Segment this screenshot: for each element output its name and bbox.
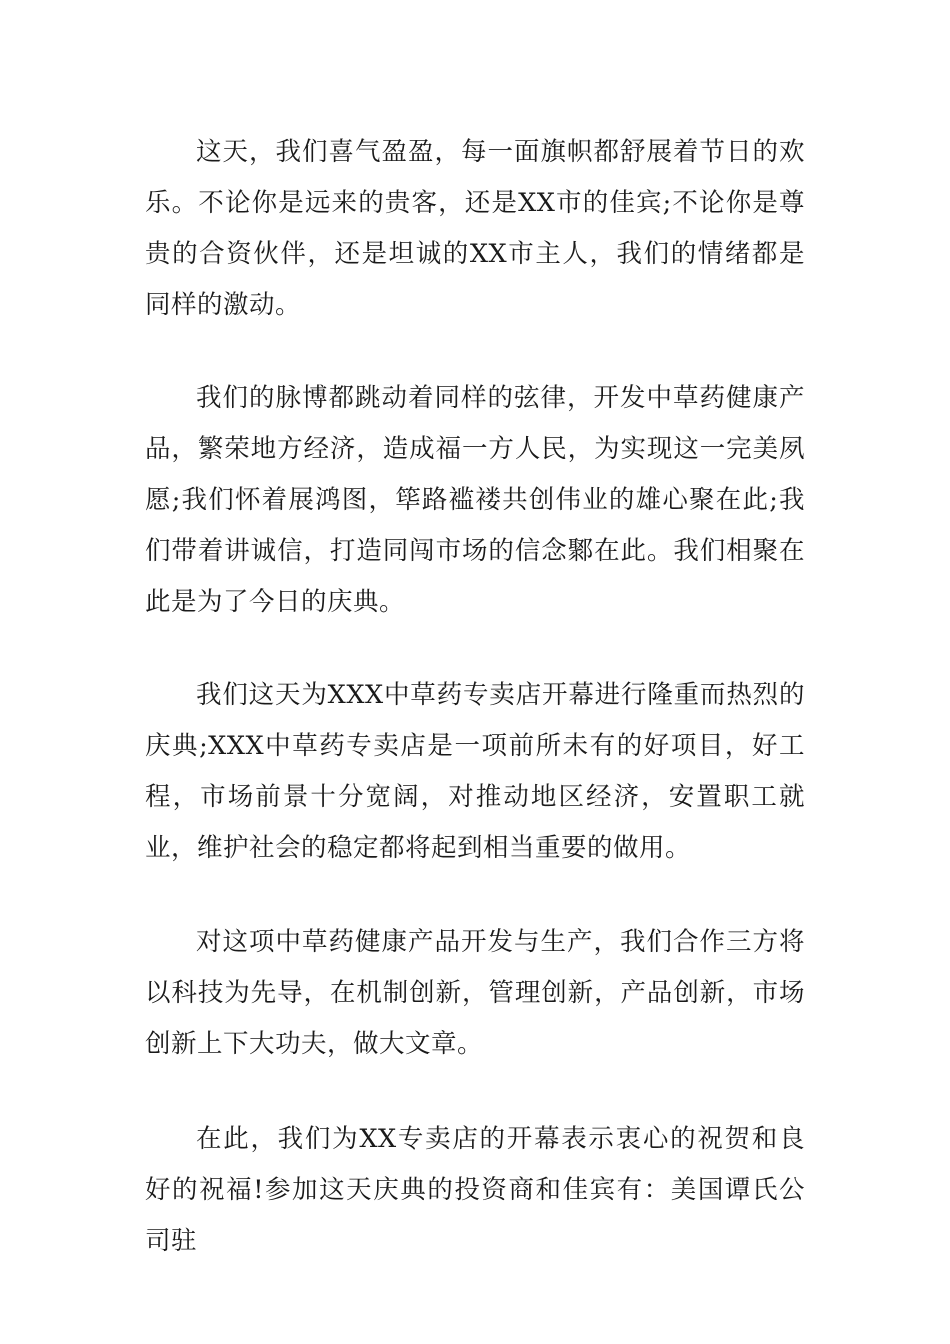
- paragraph-1: 这天，我们喜气盈盈，每一面旗帜都舒展着节日的欢乐。不论你是远来的贵客，还是XX市的佳宾;不论你是尊贵的合资伙伴，还是坦诚的XX市主人，我们的情绪都是同样的激动。: [145, 137, 805, 320]
- paragraph-5: 在此，我们为XX专卖店的开幕表示衷心的祝贺和良好的祝福!参加这天庆典的投资商和佳宾有：美国谭氏公司驻: [145, 1124, 805, 1256]
- paragraph-4: 对这项中草药健康产品开发与生产，我们合作三方将以科技为先导，在机制创新，管理创新，产品创新，市场创新上下大功夫，做大文章。: [145, 927, 805, 1059]
- paragraph-2: 我们的脉博都跳动着同样的弦律，开发中草药健康产品，繁荣地方经济，造成福一方人民，为实现这一完美夙愿;我们怀着展鸿图，筚路褴褛共创伟业的雄心聚在此;我们带着讲诚信，打造同闯市场的信念鄹在此。我们相聚在此是为了今日的庆典。: [145, 383, 805, 617]
- paragraph-3: 我们这天为XXX中草药专卖店开幕进行隆重而热烈的庆典;XXX中草药专卖店是一项前所未有的好项目，好工程，市场前景十分宽阔，对推动地区经济，安置职工就业，维护社会的稳定都将起到相当重要的做用。: [145, 680, 805, 863]
